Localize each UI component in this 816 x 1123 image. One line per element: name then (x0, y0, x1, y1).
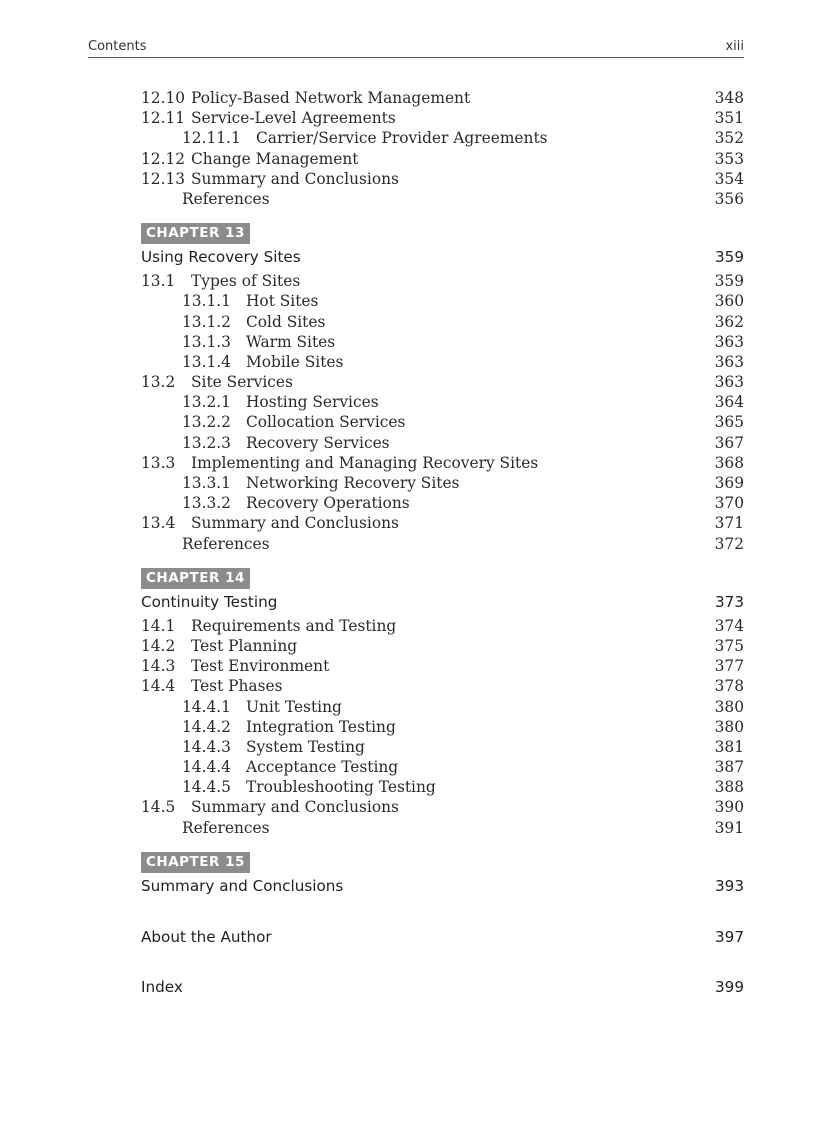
toc-entry[interactable] (141, 513, 744, 533)
backmatter-page: 399 (715, 977, 744, 996)
toc-entry-page: 380 (714, 717, 744, 736)
toc-entry[interactable] (141, 737, 744, 757)
toc-entry-title: Recovery Operations (246, 494, 410, 513)
toc-entry-page: 378 (714, 677, 744, 696)
toc-entry-number: 13.2.2 (182, 413, 231, 432)
toc-entry-number: 13.1.2 (182, 312, 231, 331)
toc-entry-title: Integration Testing (246, 717, 396, 736)
toc-entry-title: Types of Sites (191, 272, 301, 291)
toc-entry-title: Test Phases (191, 677, 283, 696)
toc-entry[interactable] (141, 392, 744, 412)
toc-entry-number: 13.1.3 (182, 332, 231, 351)
toc-entry-page: 388 (714, 778, 744, 797)
toc-entry[interactable] (141, 453, 744, 473)
toc-entry-page: 352 (714, 129, 744, 148)
toc-entry-title: Implementing and Managing Recovery Sites (191, 453, 539, 472)
backmatter-title: Index (141, 977, 183, 996)
chapter-title: Continuity Testing (141, 592, 278, 611)
toc-entry[interactable] (141, 636, 744, 656)
toc-entry-title: Mobile Sites (246, 352, 344, 371)
chapter-heading[interactable] (141, 874, 744, 900)
toc-entry-page: 354 (714, 169, 744, 188)
running-header-title: Contents (88, 39, 147, 54)
toc-entry-number: 14.4.5 (182, 778, 231, 797)
chapter-badge: CHAPTER 13 (141, 223, 250, 244)
toc-entry-page: 380 (714, 697, 744, 716)
toc-entry[interactable] (141, 352, 744, 372)
toc-chapters (141, 223, 744, 900)
toc-entry-number: 12.10 (141, 89, 186, 107)
chapter-page: 359 (715, 248, 744, 267)
toc-entry-title: Cold Sites (246, 312, 326, 331)
toc-entry-title: Service-Level Agreements (191, 109, 396, 128)
toc-entry-page: 390 (714, 798, 744, 817)
toc-entry-title: Collocation Services (246, 413, 406, 432)
chapter-block (141, 852, 744, 900)
toc-entry-title: References (182, 189, 270, 208)
toc-entry-title: References (182, 534, 270, 553)
toc-entry-number: 13.2.3 (182, 433, 231, 452)
toc-entry-title: Recovery Services (246, 433, 390, 452)
toc-entry-number: 14.4.3 (182, 737, 231, 756)
chapter-badge: CHAPTER 15 (141, 852, 250, 873)
backmatter-page: 397 (715, 927, 744, 946)
toc-entry-page: 371 (714, 514, 744, 533)
toc-entry-page: 369 (714, 474, 744, 492)
toc-entry-page: 370 (714, 494, 744, 513)
toc-entry-page: 368 (714, 453, 744, 472)
toc-entry[interactable] (141, 291, 744, 311)
toc-entry-title: Acceptance Testing (246, 758, 399, 777)
chapter-heading[interactable] (141, 245, 744, 271)
toc-entry-title: Warm Sites (246, 332, 336, 351)
toc-entry-title: Site Services (191, 373, 293, 392)
toc-entry-title: Change Management (191, 149, 359, 168)
toc-entry-page: 363 (714, 352, 744, 371)
toc-entry-title: Policy-Based Network Management (191, 89, 471, 107)
toc-references-entry[interactable] (141, 818, 744, 838)
toc-entry-number: 14.1 (141, 616, 176, 635)
toc-entry-page: 363 (714, 332, 744, 351)
toc-entry[interactable] (141, 656, 744, 676)
toc-entry[interactable] (141, 128, 744, 148)
chapter-heading[interactable] (141, 590, 744, 616)
toc-entry-number: 14.4.1 (182, 697, 231, 716)
toc-entry-title: Troubleshooting Testing (246, 778, 436, 797)
toc-entry-title: System Testing (246, 737, 365, 756)
toc-entry[interactable] (141, 697, 744, 717)
toc-entry-page: 362 (714, 312, 744, 331)
toc-entry-title: Summary and Conclusions (191, 514, 399, 533)
toc-entry-number: 13.1 (141, 272, 176, 291)
toc-entry-number: 14.2 (141, 636, 176, 655)
toc-entry-title: References (182, 818, 270, 837)
toc-entry-page: 367 (714, 433, 744, 452)
toc-entry-title: Requirements and Testing (191, 616, 397, 635)
toc-entry[interactable] (141, 312, 744, 332)
toc-entry-page: 365 (714, 413, 744, 432)
toc-entry-number: 14.5 (141, 798, 176, 817)
toc-entry-page: 375 (714, 636, 744, 655)
toc-entry[interactable] (141, 169, 744, 189)
backmatter-entry[interactable] (141, 976, 744, 998)
toc-entry-number: 13.3 (141, 453, 176, 472)
toc-entry-number: 14.4.4 (182, 758, 231, 777)
toc-entry-number: 13.3.2 (182, 494, 231, 513)
toc-entry-page: 387 (714, 758, 744, 777)
running-header (88, 39, 744, 58)
toc-backmatter (141, 926, 744, 998)
toc-entry-number: 12.11 (141, 109, 186, 128)
toc-entry-number: 12.12 (141, 149, 186, 168)
toc-references-entry[interactable] (141, 534, 744, 554)
toc-entry-page: 351 (714, 109, 744, 128)
toc-entry-number: 13.1.4 (182, 352, 231, 371)
chapter-page: 393 (715, 876, 744, 895)
toc-entry-title: Hosting Services (246, 393, 379, 412)
backmatter-entry[interactable] (141, 926, 744, 948)
toc-entry[interactable] (141, 332, 744, 352)
toc-entry[interactable] (141, 108, 744, 128)
toc-entry[interactable] (141, 149, 744, 169)
toc-entry-number: 13.1.1 (182, 292, 231, 311)
toc-entry[interactable] (141, 717, 744, 737)
toc-entry-page: 363 (714, 373, 744, 392)
toc-entry-number: 12.11.1 (182, 129, 241, 148)
toc-entry-number: 12.13 (141, 169, 186, 188)
chapter-block (141, 568, 744, 838)
toc-entry-title: Carrier/Service Provider Agreements (256, 129, 548, 148)
toc-entry[interactable] (141, 412, 744, 432)
toc-entry[interactable] (141, 372, 744, 392)
toc-entry-page: 364 (714, 393, 744, 412)
chapter-badge: CHAPTER 14 (141, 568, 250, 589)
toc-entry[interactable] (141, 271, 744, 291)
chapter-block (141, 223, 744, 554)
toc-entry-number: 13.2.1 (182, 393, 231, 412)
toc-intro-entries (141, 88, 744, 209)
toc-entry-number: 14.3 (141, 657, 176, 676)
toc-entry[interactable] (141, 676, 744, 696)
toc-entry-title: Test Planning (191, 636, 298, 655)
toc-entry[interactable] (141, 777, 744, 797)
toc-entry-number: 13.3.1 (182, 474, 231, 492)
toc-entry-page: 374 (714, 616, 744, 635)
toc-entry[interactable] (141, 88, 744, 108)
toc-entry-title: Summary and Conclusions (191, 798, 399, 817)
toc-entry[interactable] (141, 616, 744, 636)
toc-entry-title: Unit Testing (246, 697, 342, 716)
toc-entry-title: Summary and Conclusions (191, 169, 399, 188)
toc-entry-page: 381 (714, 737, 744, 756)
toc-entry-page: 359 (714, 272, 744, 291)
page-number: xiii (725, 39, 744, 54)
chapter-page: 373 (715, 592, 744, 611)
toc-entry-number: 14.4 (141, 677, 176, 696)
toc-entry[interactable] (141, 473, 744, 493)
toc-entry-number: 13.4 (141, 514, 176, 533)
toc-entry[interactable] (141, 757, 744, 777)
table-of-contents (141, 88, 744, 998)
toc-entry-number: 14.4.2 (182, 717, 231, 736)
chapter-title: Summary and Conclusions (141, 876, 344, 895)
toc-entry[interactable] (141, 797, 744, 817)
toc-entry-title: Test Environment (191, 657, 330, 676)
toc-entry-page: 360 (714, 292, 744, 311)
toc-entry-page: 391 (714, 818, 744, 837)
toc-entry-number: 13.2 (141, 373, 176, 392)
toc-entry-page: 353 (714, 149, 744, 168)
toc-entry-page: 372 (714, 534, 744, 553)
toc-entry[interactable] (141, 493, 744, 513)
chapter-title: Using Recovery Sites (141, 248, 301, 267)
toc-entry-page: 348 (714, 89, 744, 107)
toc-entry-page: 377 (714, 657, 744, 676)
toc-entry-title: Hot Sites (246, 292, 319, 311)
toc-entry[interactable] (141, 433, 744, 453)
toc-entry-title: Networking Recovery Sites (246, 474, 460, 492)
toc-entry-page: 356 (714, 189, 744, 208)
backmatter-title: About the Author (141, 927, 272, 946)
toc-references-entry[interactable] (141, 189, 744, 209)
